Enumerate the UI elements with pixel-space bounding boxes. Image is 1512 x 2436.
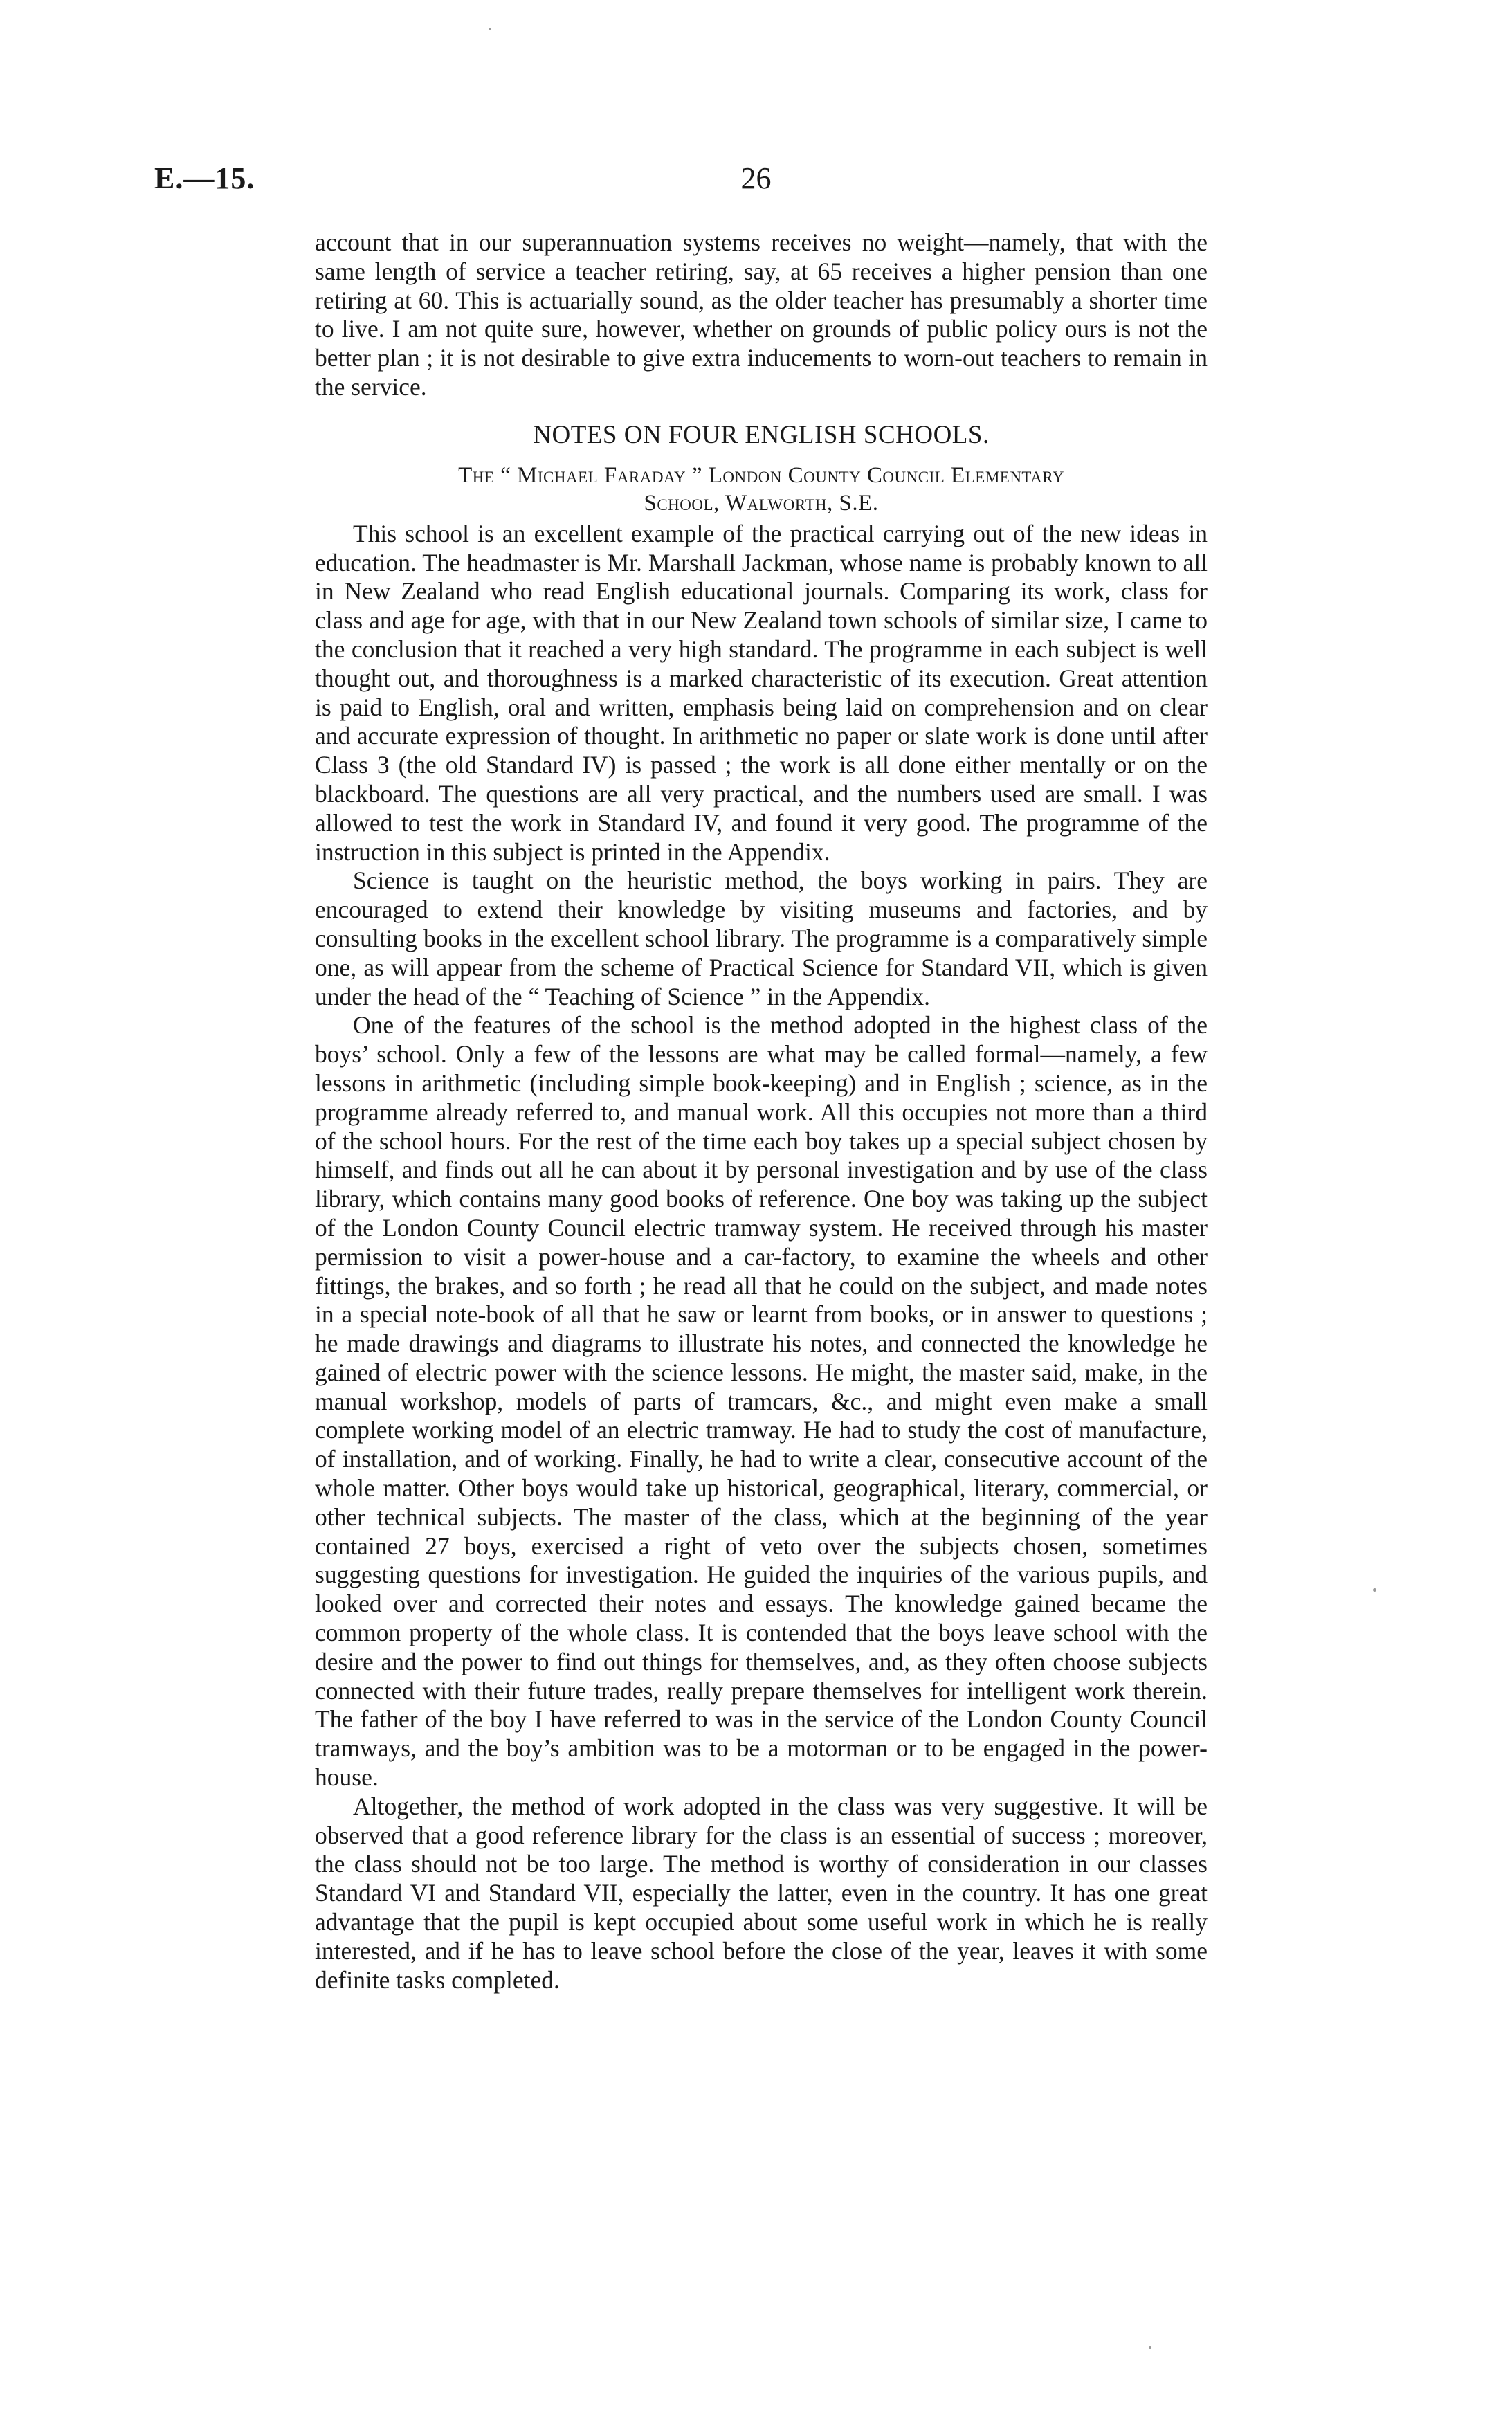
paragraph-highest-class-method: One of the features of the school is the method adopted in the highest class of the boys’ school. Only a few of the lessons are what may be called formal—namely, a few lessons in arithmetic (including simple book-keeping) and in English ; science, as in the programme already referred to, and manual work. All this occupies not more than a third of the school hours. For the rest of the time each boy takes up a special subject chosen by himself, and finds out all he can about it by personal investigation and by use of the class library, which contains many good books of reference. One boy was taking up the subject of the London County Council electric tramway system. He received through his master permission to visit a power-house and a car-factory, to examine the wheels and other fittings, the brakes, and so forth ; he read all that he could on the subject, and made notes in a special note-book of all that he saw or learnt from books, or in answer to questions ; he made drawings and diagrams to illustrate his notes, and connected the knowledge he gained of electric power with the science lessons. He might, the master said, make, in the manual workshop, models of parts of tramcars, &c., and might even make a small complete working model of an electric tramway. He had to study the cost of manufacture, of installation, and of working. Finally, he had to write a clear, consecutive account of the whole matter. Other boys would take up historical, geographical, literary, commercial, or other technical subjects. The master of the class, which at the beginning of the year contained 27 boys, exercised a right of veto over the subjects chosen, sometimes suggesting questions for investigation. He guided the inquiries of the various pupils, and looked over and corrected their notes and essays. The knowledge gained became the common property of the whole class. It is contended that the boys leave school with the desire and the power to find out things for themselves, and, as they often choose subjects connected with their future trades, really prepare themselves for intelligent work therein. The father of the boy I have referred to was in the service of the London County Council tramways, and the boy’s ambition was to be a motorman or to be engaged in the power-house. [315, 1011, 1208, 1792]
paragraph-science-teaching: Science is taught on the heuristic method, the boys working in pairs. They are encouraged to extend their knowledge by visiting museums and factories, and by consulting books in the excellent school library. The programme is a comparatively simple one, as will appear from the scheme of Practical Science for Standard VII, which is given under the head of the “ Teaching of Science ” in the Appendix. [315, 866, 1208, 1010]
paragraph-conclusion: Altogether, the method of work adopted in the class was very suggestive. It will be observed that a good reference library for the class is an essential of success ; moreover, the class should not be too large. The method is worthy of consideration in our classes Standard VI and Standard VII, especially the latter, even in the country. It has one great advantage that the pupil is kept occupied about some useful work in which he is really interested, and if he has to leave school before the close of the year, leaves it with some definite tasks completed. [315, 1792, 1208, 1994]
paper-speck [1373, 1588, 1376, 1592]
subsection-title-line-1: The “ Michael Faraday ” London County Council Elementary [458, 462, 1064, 488]
paper-speck [1149, 2346, 1151, 2349]
paper-speck [489, 28, 491, 30]
paragraph-school-overview: This school is an excellent example of the practical carrying out of the new ideas in education. The headmaster is Mr. Marshall Jackman, whose name is probably known to all in New Zealand who read English educational journals. Comparing its work, class for class and age for age, with that in our New Zealand town schools of similar size, I came to the conclusion that it reached a very high standard. The programme in each subject is well thought out, and thoroughness is a marked characteristic of its execution. Great attention is paid to English, oral and written, emphasis being laid on comprehension and on clear and accurate expression of thought. In arithmetic no paper or slate work is done until after Class 3 (the old Standard IV) is passed ; the work is all done either mentally or on the blackboard. The questions are all very practical, and the numbers used are small. I was allowed to test the work in Standard IV, and found it very good. The programme of the instruction in this subject is printed in the Appendix. [315, 519, 1208, 866]
subsection-title [315, 462, 1208, 517]
page-number: 26 [740, 161, 772, 195]
opening-paragraph: account that in our superannuation systems receives no weight—namely, that with the same length of service a teacher retiring, say, at 65 receives a higher pension than one retiring at 60. This is actuarially sound, as the older teacher has presumably a shorter time to live. I am not quite sure, however, whether on grounds of public policy ours is not the better plan ; it is not desirable to give extra inducements to worn-out teachers to remain in the service. [315, 228, 1208, 401]
text-column [315, 228, 1208, 1994]
subsection-title-line-2: School, Walworth, S.E. [644, 490, 879, 516]
section-title: NOTES ON FOUR ENGLISH SCHOOLS. [533, 420, 990, 449]
document-reference: E.—15. [154, 161, 255, 195]
